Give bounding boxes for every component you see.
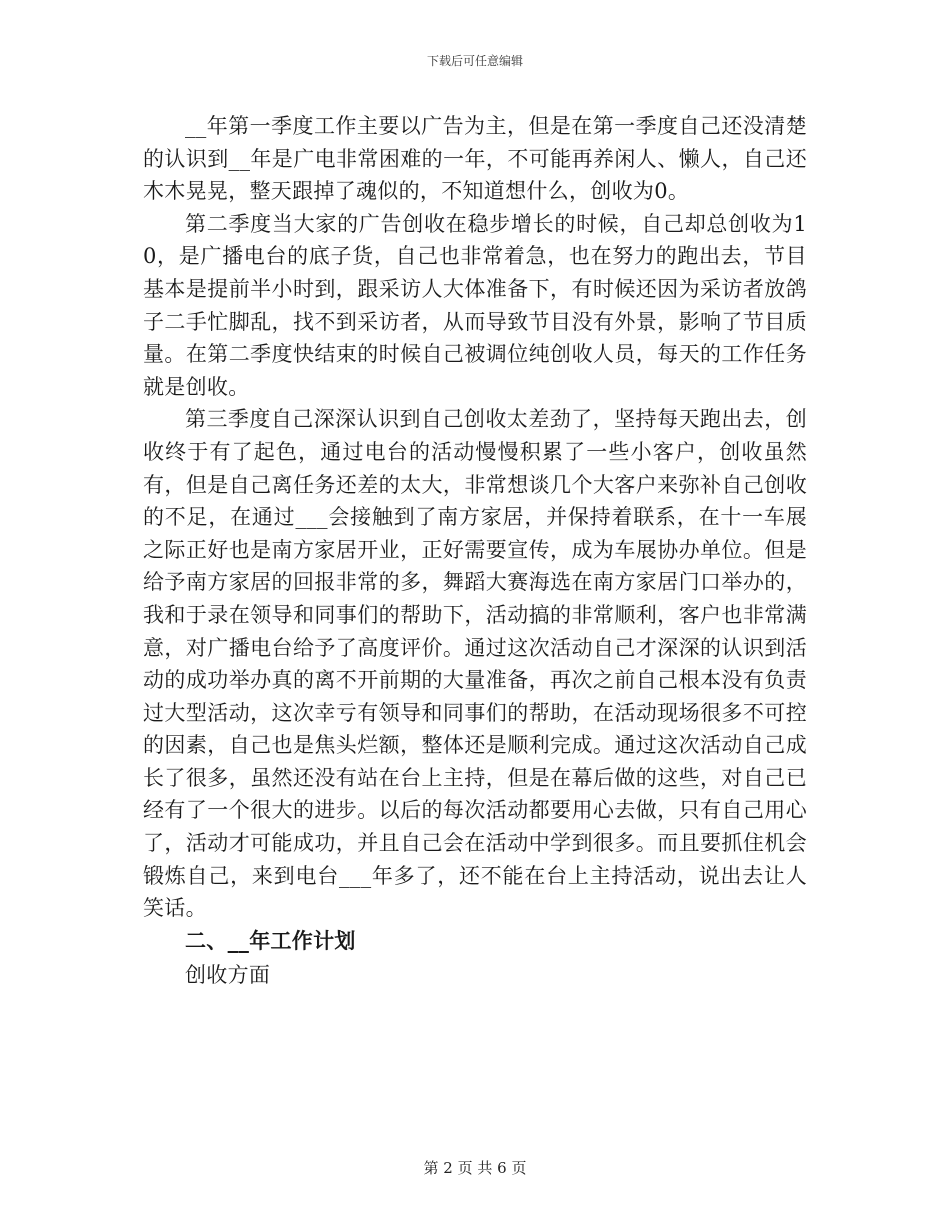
paragraph-q1-review: __年第一季度工作主要以广告为主，但是在第一季度自己还没清楚的认识到__年是广电非常困难的一年，不可能再养闲人、懒人，自己还木木晃晃，整天跟掉了魂似的，不知道想什么，创收为0。 [143,114,807,204]
section-heading-work-plan: 二、__年工作计划 [185,928,356,953]
paragraph-q2-review: 第二季度当大家的广告创收在稳步增长的时候，自己却总创收为10，是广播电台的底子货，自己也非常着急，也在努力的跑出去，节目基本是提前半小时到，跟采访人大体准备下，有时候还因为采访者放鸽子二手忙脚乱，找不到采访者，从而导致节目没有外景，影响了节目质量。在第二季度快结束的时候自己被调位纯创收人员，每天的工作任务就是创收。 [143,211,807,399]
subsection-heading-revenue: 创收方面 [185,963,271,988]
page-header-note: 下载后可任意编辑 [426,54,523,68]
paragraph-q3-review: 第三季度自己深深认识到自己创收太差劲了，坚持每天跑出去，创收终于有了起色，通过电台的活动慢慢积累了一些小客户，创收虽然有，但是自己离任务还差的太大，非常想谈几个大客户来弥补自己创收的不足，在通过___会接触到了南方家居，并保持着联系，在十一车展之际正好也是南方家居开业，正好需要宣传，成为车展协办单位。但是给予南方家居的回报非常的多，舞蹈大赛海选在南方家居门口举办的，我和于录在领导和同事们的帮助下，活动搞的非常顺利，客户也非常满意，对广播电台给予了高度评价。通过这次活动自己才深深的认识到活动的成功举办真的离不开前期的大量准备，再次之前自己根本没有负责过大型活动，这次幸亏有领导和同事们的帮助，在活动现场很多不可控的因素，自己也是焦头烂额，整体还是顺利完成。通过这次活动自己成长了很多，虽然还没有站在台上主持，但是在幕后做的这些，对自己已经有了一个很大的进步。以后的每次活动都要用心去做，只有自己用心了，活动才可能成功，并且自己会在活动中学到很多。而且要抓住机会锻炼自己，来到电台___年多了，还不能在台上主持活动，说出去让人笑话。 [143,407,807,921]
page-number-footer: 第 2 页 共 6 页 [423,1159,527,1177]
document-body [143,110,807,992]
